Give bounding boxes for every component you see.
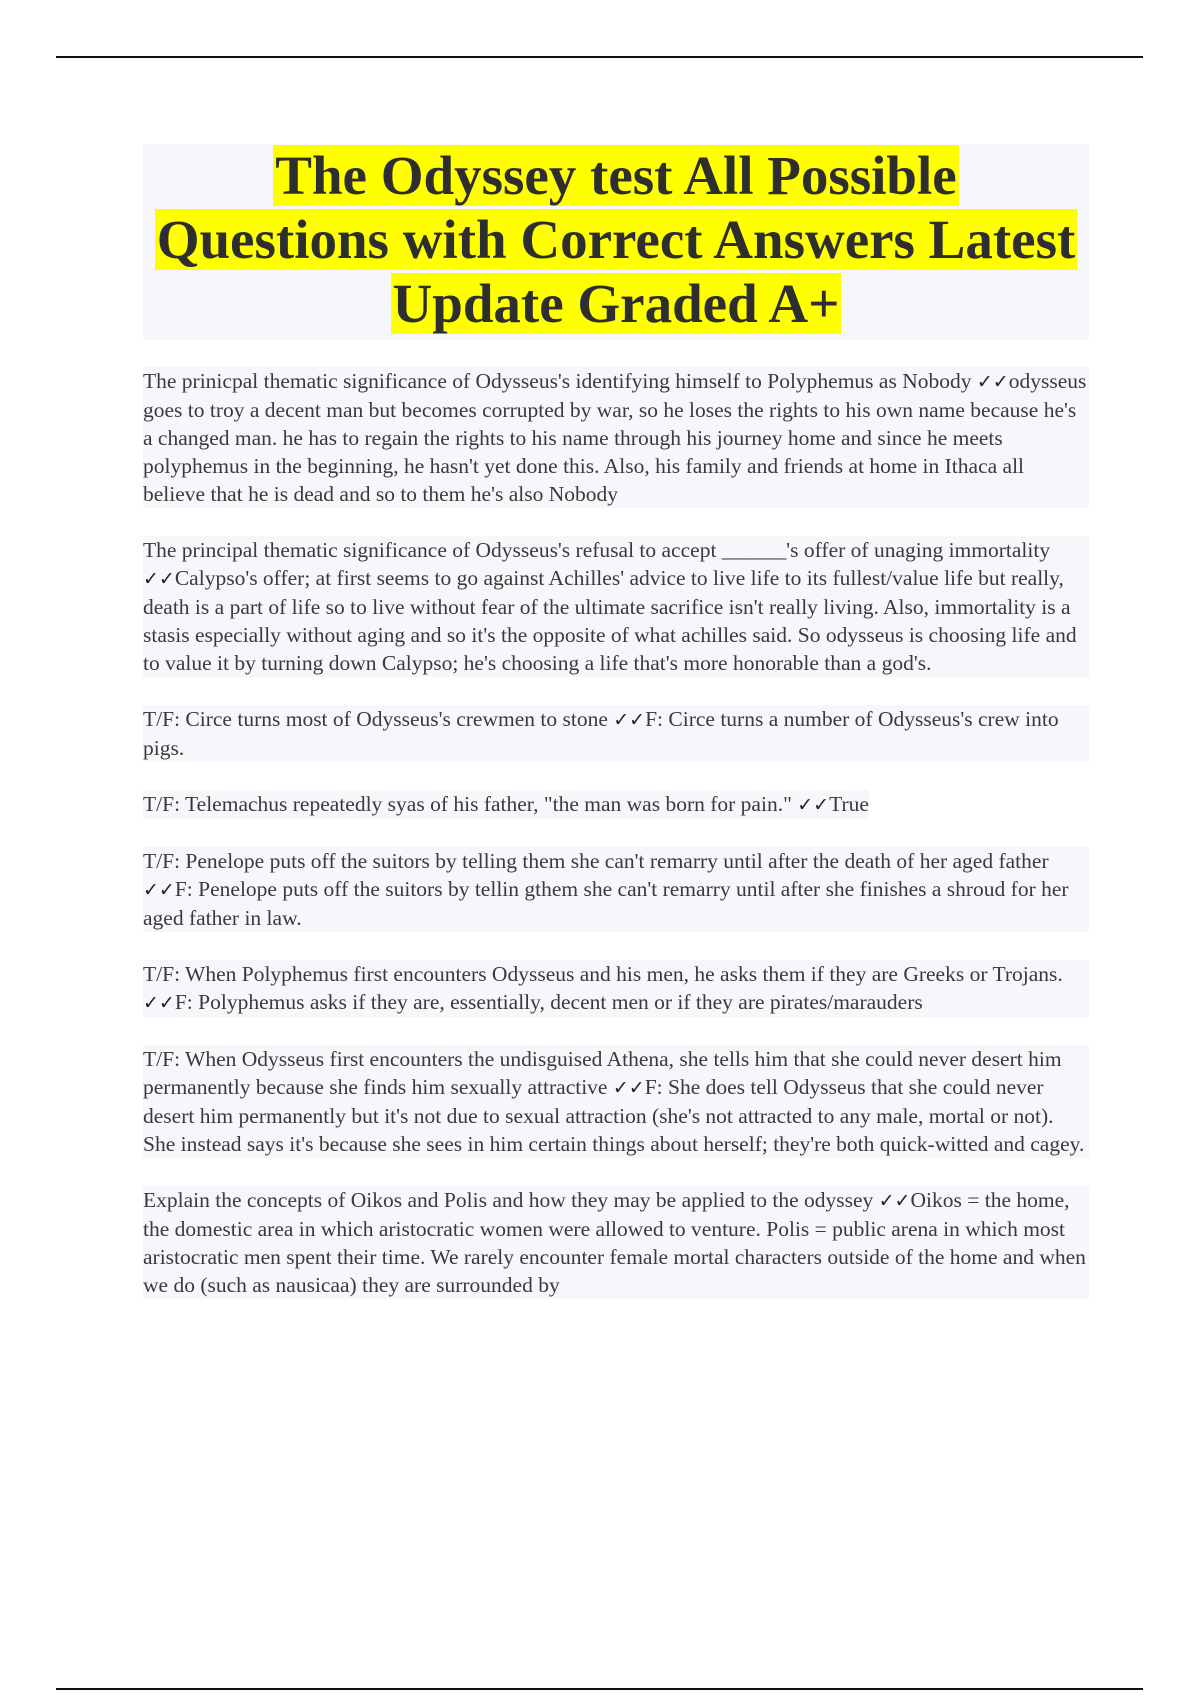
question-text: T/F: Telemachus repeatedly syas of his father, "the man was born for pain." bbox=[143, 792, 798, 816]
answer-text: F: Polyphemus asks if they are, essentially, decent men or if they are pirates/marauders bbox=[174, 990, 923, 1014]
bottom-rule bbox=[56, 1688, 1143, 1690]
qa-list bbox=[143, 367, 1089, 1327]
top-rule bbox=[56, 56, 1143, 58]
answer-text: odysseus goes to troy a decent man but becomes corrupted by war, so he loses the rights to his own name because he's a changed man. he has to regain the rights to his name through his journey home and since he meets polyphemus in the beginning, he hasn't yet done this. Also, his family and friends at home in Ithaca all believe that he is dead and so to them he's also Nobody bbox=[143, 369, 1087, 506]
qa-item bbox=[143, 1045, 1089, 1158]
double-check-icon: ✓✓ bbox=[612, 1077, 645, 1099]
answer-text: True bbox=[829, 792, 869, 816]
question-text: T/F: Penelope puts off the suitors by telling them she can't remarry until after the death of her aged father bbox=[143, 849, 1049, 873]
title-line-1: The Odyssey test All Possible bbox=[275, 145, 957, 206]
qa-item bbox=[143, 536, 1089, 677]
qa-item bbox=[143, 367, 1089, 508]
title-line-2: Questions with Correct Answers Latest bbox=[156, 209, 1076, 270]
double-check-icon: ✓✓ bbox=[878, 1190, 911, 1212]
question-text: T/F: Circe turns most of Odysseus's crewmen to stone bbox=[143, 707, 614, 731]
document-title bbox=[143, 144, 1089, 340]
double-check-icon: ✓✓ bbox=[143, 879, 175, 901]
double-check-icon: ✓✓ bbox=[613, 709, 646, 731]
double-check-icon: ✓✓ bbox=[797, 794, 830, 816]
qa-item bbox=[143, 1186, 1089, 1299]
double-check-icon: ✓✓ bbox=[143, 568, 175, 590]
qa-item bbox=[143, 705, 1089, 762]
question-text: T/F: When Polyphemus first encounters Odysseus and his men, he asks them if they are Greeks or Trojans. bbox=[143, 962, 1063, 986]
title-line-3: Update Graded A+ bbox=[392, 273, 840, 334]
double-check-icon: ✓✓ bbox=[976, 371, 1009, 393]
answer-text: Calypso's offer; at first seems to go against Achilles' advice to live life to its fullest/value life but really, death is a part of life so to live without fear of the ultimate sacrifice isn't really living. Also, immortality is a stasis especially without aging and so it's the opposite of what achilles said. So odysseus is choosing life and to value it by turning down Calypso; he's choosing a life that's more honorable than a god's. bbox=[143, 566, 1077, 675]
qa-item bbox=[143, 960, 1089, 1017]
question-text: Explain the concepts of Oikos and Polis and how they may be applied to the odyssey bbox=[143, 1188, 879, 1212]
answer-text: F: She does tell Odysseus that she could never desert him permanently but it's not due to sexual attraction (she's not attracted to any male, mortal or not). She instead says it's because she sees in him certain things about herself; they're both quick-witted and cagey. bbox=[143, 1075, 1085, 1156]
qa-item bbox=[143, 847, 1089, 932]
answer-text: F: Circe turns a number of Odysseus's crew into pigs. bbox=[143, 707, 1059, 760]
answer-text: F: Penelope puts off the suitors by tellin gthem she can't remarry until after she finishes a shroud for her aged father in law. bbox=[143, 877, 1069, 930]
qa-item bbox=[143, 790, 869, 819]
answer-text: Oikos = the home, the domestic area in which aristocratic women were allowed to venture. Polis = public arena in which most aristocratic men spent their time. We rarely encounter female mortal characters outside of the home and when we do (such as nausicaa) they are surrounded by bbox=[143, 1188, 1086, 1297]
question-text: T/F: When Odysseus first encounters the undisguised Athena, she tells him that she could never desert him permanently because she finds him sexually attractive bbox=[143, 1047, 1062, 1099]
double-check-icon: ✓✓ bbox=[143, 992, 175, 1014]
question-text: The principal thematic significance of Odysseus's refusal to accept ______'s offer of unaging immortality bbox=[143, 538, 1051, 562]
question-text: The prinicpal thematic significance of Odysseus's identifying himself to Polyphemus as Nobody bbox=[143, 369, 977, 393]
